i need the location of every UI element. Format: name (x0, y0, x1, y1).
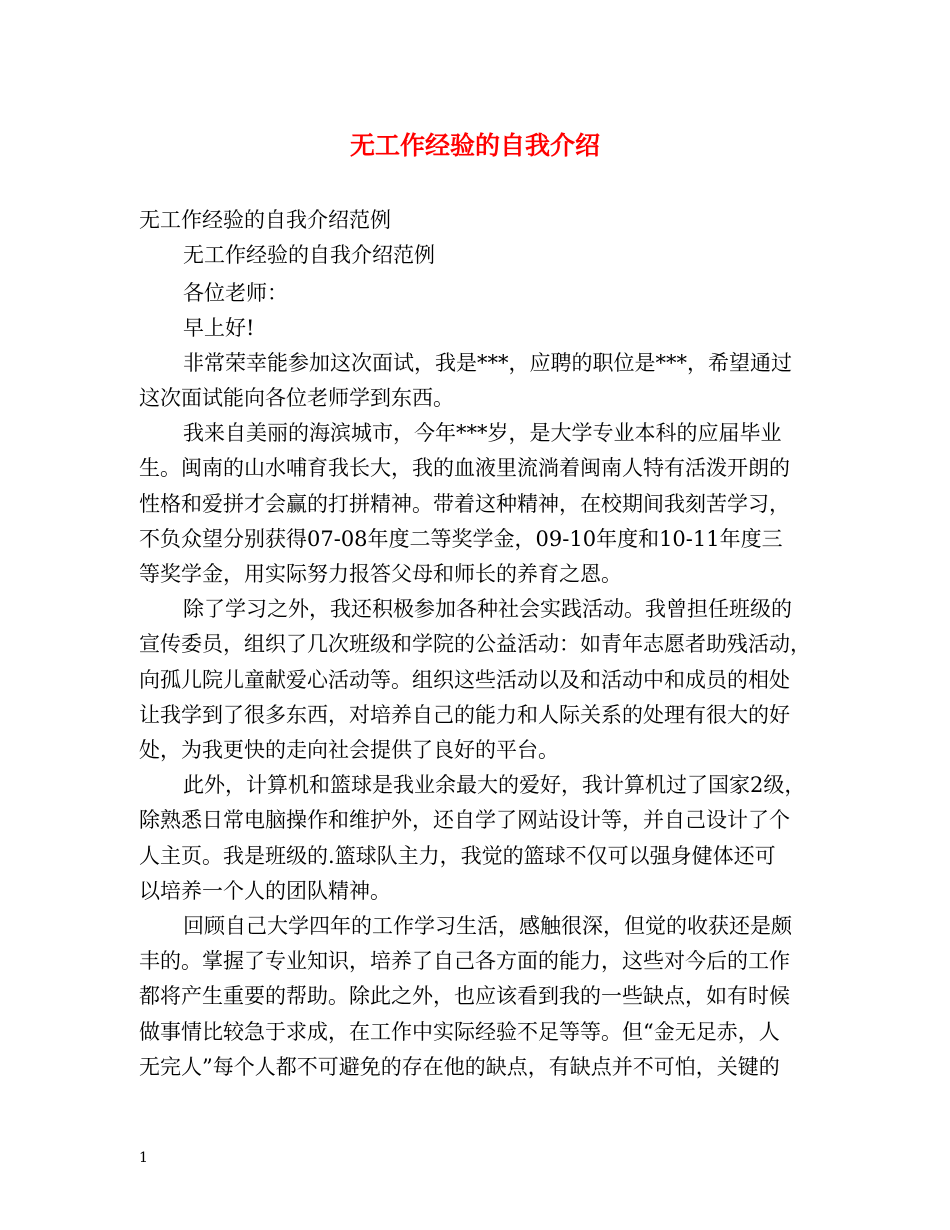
paragraph-line: 处，为我更快的走向社会提供了良好的平台。 (139, 738, 559, 762)
paragraph-line: 此外，计算机和篮球是我业余最大的爱好，我计算机过了国家2级， (183, 773, 806, 797)
paragraph-line: 非常荣幸能参加这次面试，我是***，应聘的职位是***，希望通过 (183, 351, 792, 375)
paragraph-line: 性格和爱拼才会赢的打拼精神。带着这种精神，在校期间我刻苦学习， (139, 492, 790, 516)
paragraph-line: 无工作经验的自我介绍范例 (183, 243, 435, 267)
paragraph-line: 以培养一个人的团队精神。 (139, 879, 391, 903)
paragraph-line: 不负众望分别获得07-08年度二等奖学金，09-10年度和10-11年度三 (139, 527, 783, 551)
page-number: 1 (139, 1150, 148, 1166)
paragraph-line: 这次面试能向各位老师学到东西。 (139, 386, 454, 410)
paragraph-line: 除了学习之外，我还积极参加各种社会实践活动。我曾担任班级的 (183, 597, 792, 621)
paragraph-line: 无完人”每个人都不可避免的存在他的缺点，有缺点并不可怕，关键的 (139, 1055, 780, 1079)
paragraph-line: 都将产生重要的帮助。除此之外，也应该看到我的一些缺点，如有时候 (139, 984, 790, 1008)
paragraph-line: 向孤儿院儿童献爱心活动等。组织这些活动以及和活动中和成员的相处 (139, 668, 790, 692)
paragraph-line: 宣传委员，组织了几次班级和学院的公益活动：如青年志愿者助残活动， (139, 632, 811, 656)
paragraph-line: 生。闽南的山水哺育我长大，我的血液里流淌着闽南人特有活泼开朗的 (139, 456, 790, 480)
paragraph-line: 做事情比较急于求成，在工作中实际经验不足等等。但“金无足赤，人 (139, 1020, 780, 1044)
paragraph-line: 丰的。掌握了专业知识，培养了自己各方面的能力，这些对今后的工作 (139, 949, 790, 973)
paragraph-line: 让我学到了很多东西，对培养自己的能力和人际关系的处理有很大的好 (139, 703, 790, 727)
paragraph-line: 回顾自己大学四年的工作学习生活，感触很深，但觉的收获还是颇 (183, 914, 792, 938)
paragraph-line: 除熟悉日常电脑操作和维护外，还自学了网站设计等，并自己设计了个 (139, 808, 790, 832)
section-heading: 无工作经验的自我介绍范例 (139, 208, 391, 232)
paragraph-line: 我来自美丽的海滨城市，今年***岁，是大学专业本科的应届毕业 (183, 421, 782, 445)
paragraph-line: 人主页。我是班级的.篮球队主力，我觉的篮球不仅可以强身健体还可 (139, 844, 776, 868)
paragraph-line: 等奖学金，用实际努力报答父母和师长的养育之恩。 (139, 562, 622, 586)
greeting-line: 早上好! (183, 316, 255, 340)
greeting-line: 各位老师： (183, 281, 288, 305)
document-title: 无工作经验的自我介绍 (349, 131, 600, 160)
